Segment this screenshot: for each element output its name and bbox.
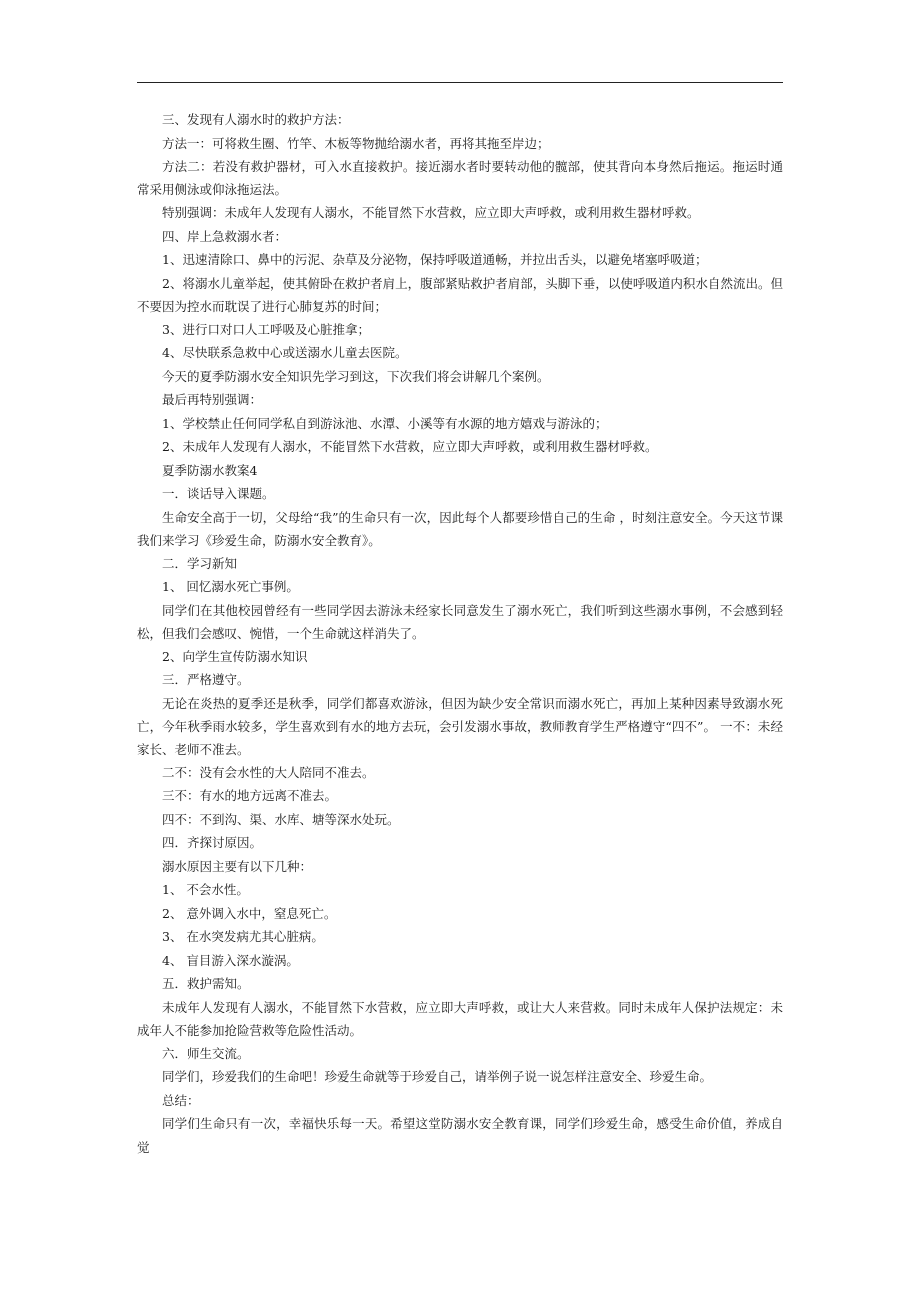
paragraph: 四．齐探讨原因。 [162, 835, 263, 850]
paragraph: 2、向学生宣传防溺水知识 [162, 648, 308, 664]
paragraph: 1、迅速清除口、鼻中的污泥、杂草及分泌物，保持呼吸道通畅，并拉出舌头，以避免堵塞呼吸道； [162, 252, 708, 267]
paragraph: 二不：没有会水性的大人陪同不准去。 [162, 764, 375, 780]
paragraph: 二．学习新知 [162, 555, 238, 571]
paragraph: 2、 意外调入水中，窒息死亡。 [162, 905, 337, 921]
section-title: 夏季防溺水教案4 [162, 462, 258, 478]
paragraph: 3、 在水突发病尤其心脏病。 [162, 929, 324, 944]
paragraph: 最后再特别强调： [162, 392, 263, 407]
paragraph: 4、尽快联系急救中心或送溺水儿童去医院。 [162, 345, 408, 360]
paragraph: 今天的夏季防溺水安全知识先学习到这，下次我们将会讲解几个案例。 [162, 368, 550, 384]
paragraph: 4、 盲目游入深水漩涡。 [162, 952, 299, 968]
paragraph: 2、未成年人发现有人溺水，不能冒然下水营救，应立即大声呼救，或利用救生器材呼救。 [162, 439, 658, 454]
paragraph: 四、岸上急救溺水者： [162, 228, 288, 244]
paragraph: 1、 回忆溺水死亡事例。 [162, 579, 299, 594]
paragraph: 无论在炎热的夏季还是秋季，同学们都喜欢游泳，但因为缺少安全常识而溺水死亡，再加上某种因素导致溺水死亡，今年秋季雨水较多，学生喜欢到有水的地方去玩，会引发溺水事故，教师教育学生严格遵守“四不”。 一不：未经家长、老师不准去。 [137, 695, 783, 757]
document-body [137, 108, 783, 1159]
paragraph: 溺水原因主要有以下几种： [162, 858, 313, 874]
paragraph: 三．严格遵守。 [162, 672, 250, 687]
paragraph: 特别强调：未成年人发现有人溺水，不能冒然下水营救，应立即大声呼救，或利用救生器材呼救。 [162, 205, 700, 220]
paragraph: 三不：有水的地方远离不准去。 [162, 788, 338, 803]
paragraph: 四不：不到沟、渠、水库、塘等深水处玩。 [162, 811, 400, 827]
paragraph: 未成年人发现有人溺水，不能冒然下水营救，应立即大声呼救，或让大人来营救。同时未成年人保护法规定：未成年人不能参加抢险营救等危险性活动。 [137, 999, 783, 1038]
paragraph: 同学们生命只有一次，幸福快乐每一天。希望这堂防溺水安全教育课，同学们珍爱生命，感受生命价值，养成自觉 [137, 1116, 783, 1155]
paragraph: 同学们，珍爱我们的生命吧！珍爱生命就等于珍爱自己，请举例子说一说怎样注意安全、珍爱生命。 [162, 1069, 713, 1084]
paragraph: 六．师生交流。 [162, 1045, 250, 1061]
paragraph: 总结： [162, 1092, 200, 1108]
paragraph: 3、进行口对口人工呼吸及心脏推拿； [162, 321, 370, 337]
paragraph: 1、学校禁止任何同学私自到游泳池、水潭、小溪等有水源的地方嬉戏与游泳的； [162, 415, 608, 431]
paragraph: 1、 不会水性。 [162, 882, 249, 897]
paragraph: 三、发现有人溺水时的救护方法： [162, 112, 350, 127]
header-rule [137, 82, 783, 83]
paragraph: 一．谈话导入课题。 [162, 486, 275, 501]
paragraph: 生命安全高于一切，父母给“我”的生命只有一次，因此每个人都要珍惜自己的生命 ，时刻注意安全。今天这节课我们来学习《珍爱生命，防溺水安全教育》。 [137, 509, 783, 548]
paragraph: 同学们在其他校园曾经有一些同学因去游泳未经家长同意发生了溺水死亡，我们听到这些溺水事例，不会感到轻松，但我们会感叹、惋惜，一个生命就这样消失了。 [137, 602, 783, 641]
paragraph: 2、将溺水儿童举起，使其俯卧在救护者肩上，腹部紧贴救护者肩部，头脚下垂，以使呼吸道内积水自然流出。但不要因为控水而耽误了进行心肺复苏的时间； [137, 275, 783, 314]
paragraph: 方法二：若没有救护器材，可入水直接救护。接近溺水者时要转动他的髋部，使其背向本身然后拖运。拖运时通常采用侧泳或仰泳拖运法。 [137, 159, 783, 197]
paragraph: 方法一：可将救生圈、竹竿、木板等物抛给溺水者，再将其拖至岸边； [162, 135, 550, 151]
paragraph: 五．救护需知。 [162, 976, 250, 991]
